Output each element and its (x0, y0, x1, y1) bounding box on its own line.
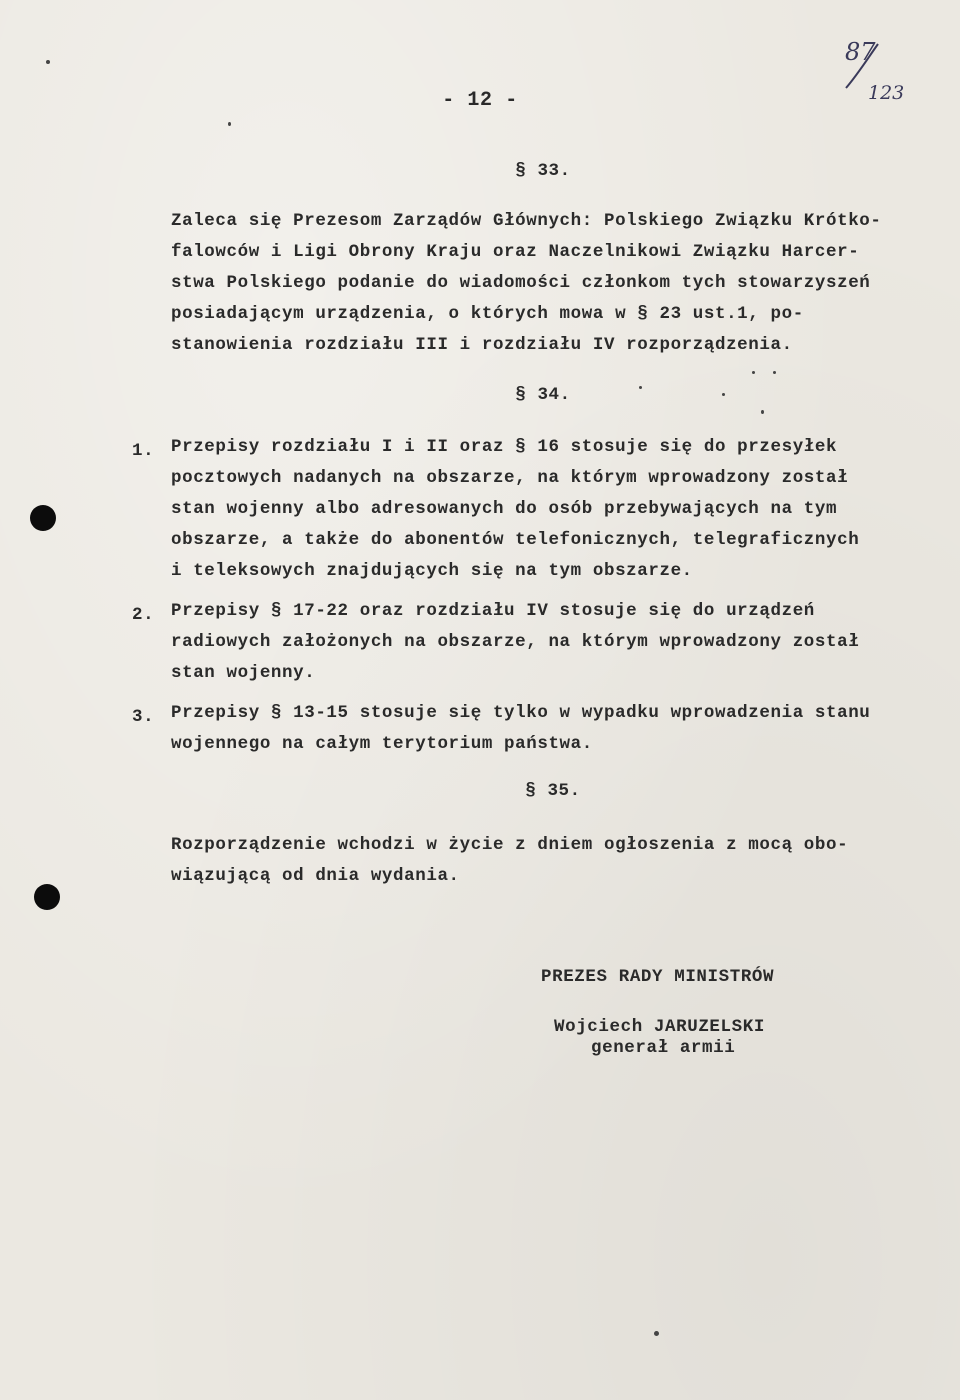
paragraph-line: stwa Polskiego podanie do wiadomości członkom tych stowarzyszeń (171, 273, 871, 293)
paragraph-line: wiązującą od dnia wydania. (171, 866, 460, 886)
paragraph-line: Rozporządzenie wchodzi w życie z dniem ogłoszenia z mocą obo- (171, 835, 849, 855)
list-item-line: Przepisy rozdziału I i II oraz § 16 stosuje się do przesyłek (171, 437, 838, 457)
section-heading-33: § 33. (515, 161, 571, 181)
list-item-line: obszarze, a także do abonentów telefonicznych, telegraficznych (171, 530, 860, 550)
paragraph-line: falowców i Ligi Obrony Kraju oraz Naczelnikowi Związku Harcer- (171, 242, 860, 262)
list-item-line: Przepisy § 13-15 stosuje się tylko w wypadku wprowadzenia stanu (171, 703, 871, 723)
list-item-line: radiowych założonych na obszarze, na którym wprowadzony został (171, 632, 860, 652)
list-item-line: Przepisy § 17-22 oraz rozdziału IV stosuje się do urządzeń (171, 601, 815, 621)
list-item-line: pocztowych nadanych na obszarze, na którym wprowadzony został (171, 468, 849, 488)
signatory-rank: generał armii (591, 1038, 736, 1058)
paragraph-line: stanowienia rozdziału III i rozdziału IV rozporządzenia. (171, 335, 793, 355)
scan-speck (228, 122, 231, 126)
scan-speck (722, 393, 725, 396)
punch-hole (34, 884, 60, 910)
list-item-number: 1. (132, 441, 155, 461)
section-heading-34: § 34. (515, 385, 571, 405)
section-heading-35: § 35. (525, 781, 581, 801)
signature-title: PREZES RADY MINISTRÓW (541, 967, 775, 987)
signatory-name: Wojciech JARUZELSKI (554, 1017, 765, 1037)
scan-speck (752, 371, 755, 374)
punch-hole (30, 505, 56, 531)
list-item-line: wojennego na całym terytorium państwa. (171, 734, 593, 754)
list-item-line: i teleksowych znajdujących się na tym obszarze. (171, 561, 693, 581)
paragraph-line: Zaleca się Prezesom Zarządów Głównych: Polskiego Związku Krótko- (171, 211, 882, 231)
list-item-line: stan wojenny albo adresowanych do osób przebywających na tym (171, 499, 838, 519)
list-item-number: 3. (132, 707, 155, 727)
scan-speck (654, 1331, 659, 1336)
page-number: - 12 - (442, 89, 518, 112)
archive-folio-number: 87 (845, 38, 876, 66)
list-item-number: 2. (132, 605, 155, 625)
paragraph-line: posiadającym urządzenia, o których mowa w § 23 ust.1, po- (171, 304, 804, 324)
scan-speck (639, 386, 642, 389)
list-item-line: stan wojenny. (171, 663, 316, 683)
scan-speck (46, 60, 50, 64)
scan-speck (761, 410, 764, 414)
archive-folio-number-secondary: 123 (868, 82, 905, 104)
scan-speck (773, 371, 776, 374)
